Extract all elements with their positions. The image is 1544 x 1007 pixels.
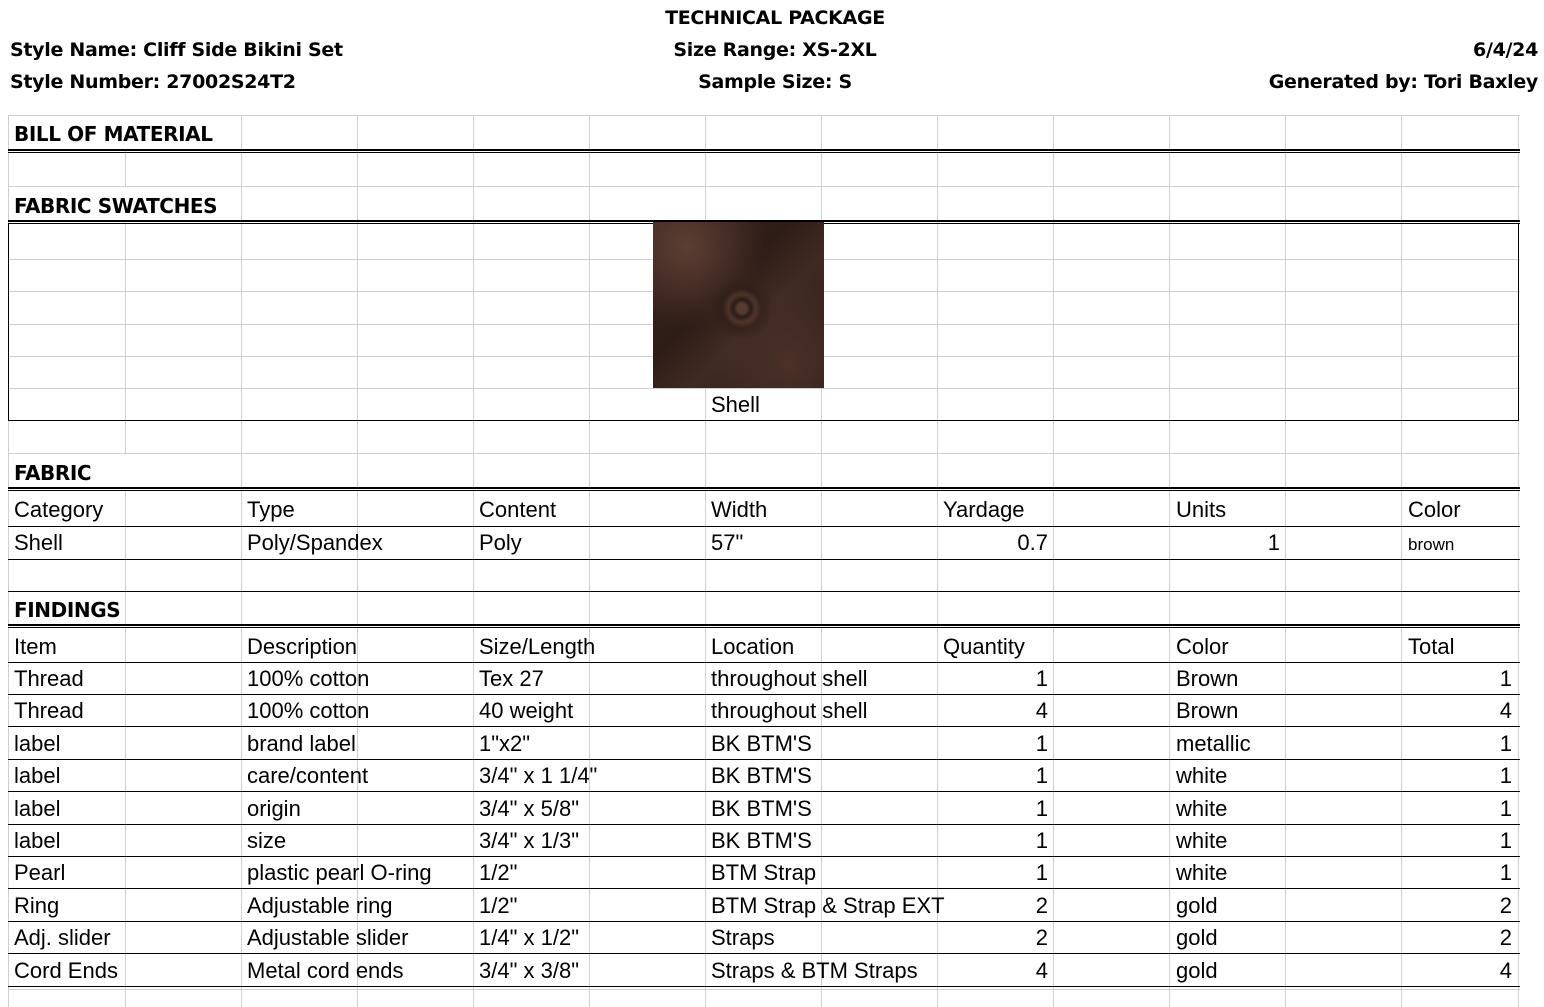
findings-cell-color: white <box>1176 828 1228 853</box>
findings-cell-total: 1 <box>1499 666 1512 691</box>
row-border <box>8 791 1520 792</box>
findings-cell-total: 4 <box>1499 957 1512 983</box>
findings-cell-location: Straps <box>711 925 775 951</box>
fabric-header-color: Color <box>1408 497 1461 522</box>
findings-cell-description: 100% cotton <box>247 698 370 724</box>
findings-cell-description: plastic pearl O-ring <box>247 860 432 886</box>
findings-cell-color: white <box>1176 795 1228 821</box>
findings-cell-location: throughout shell <box>711 698 868 724</box>
findings-cell-total: 1 <box>1499 730 1512 756</box>
grid-line <box>8 989 1520 990</box>
findings-cell-size-length: Tex 27 <box>479 666 544 691</box>
row-border <box>8 856 1520 857</box>
findings-cell-color: white <box>1176 763 1228 789</box>
sample-size: Sample Size: S <box>698 71 852 93</box>
findings-cell-item: Thread <box>14 698 84 724</box>
row-border <box>8 662 1520 663</box>
findings-cell-quantity: 4 <box>1035 957 1048 983</box>
findings-cell-item: label <box>14 795 61 821</box>
section-fabric: FABRIC <box>14 461 92 485</box>
fabric-cell-category: Shell <box>14 530 63 555</box>
fabric-header-category: Category <box>14 497 104 522</box>
findings-header-color: Color <box>1176 634 1229 659</box>
row-border <box>8 824 1520 825</box>
findings-cell-quantity: 1 <box>1035 730 1048 756</box>
section-divider <box>8 487 1520 491</box>
row-border <box>8 953 1520 954</box>
findings-cell-quantity: 2 <box>1035 892 1048 918</box>
findings-cell-location: BTM Strap & Strap EXT <box>711 892 945 918</box>
findings-cell-total: 2 <box>1499 892 1512 918</box>
findings-cell-color: Brown <box>1176 666 1239 691</box>
row-border <box>8 694 1520 695</box>
row-border <box>8 726 1520 727</box>
findings-cell-total: 1 <box>1499 828 1512 853</box>
fabric-header-width: Width <box>711 497 768 522</box>
findings-cell-item: label <box>14 730 61 756</box>
findings-cell-description: brand label <box>247 730 356 756</box>
grid-line <box>8 453 1520 454</box>
findings-cell-description: Metal cord ends <box>247 957 404 983</box>
findings-cell-quantity: 1 <box>1035 828 1048 853</box>
findings-header-description: Description <box>247 634 358 659</box>
findings-cell-location: BK BTM'S <box>711 828 812 853</box>
findings-cell-location: Straps & BTM Straps <box>711 957 918 983</box>
findings-cell-color: metallic <box>1176 730 1251 756</box>
swatch-label: Shell <box>711 392 760 417</box>
findings-cell-quantity: 1 <box>1035 795 1048 821</box>
row-border <box>8 921 1520 922</box>
findings-header-size-length: Size/Length <box>479 634 596 659</box>
findings-cell-color: white <box>1176 860 1228 886</box>
fabric-cell-content: Poly <box>479 530 522 555</box>
style-number: Style Number: 27002S24T2 <box>10 71 296 93</box>
findings-cell-item: Cord Ends <box>14 957 118 983</box>
findings-cell-description: size <box>247 828 287 853</box>
findings-cell-color: gold <box>1176 957 1218 983</box>
section-fabric-swatches: FABRIC SWATCHES <box>14 194 218 218</box>
findings-cell-size-length: 1/2" <box>479 860 518 886</box>
findings-cell-color: Brown <box>1176 698 1239 724</box>
findings-cell-size-length: 3/4" x 1 1/4" <box>479 763 598 789</box>
fabric-header-units: Units <box>1176 497 1227 522</box>
findings-cell-total: 4 <box>1499 698 1512 724</box>
findings-cell-total: 1 <box>1499 763 1512 789</box>
findings-cell-description: origin <box>247 795 301 821</box>
findings-cell-location: BTM Strap <box>711 860 817 886</box>
findings-cell-quantity: 1 <box>1035 860 1048 886</box>
findings-cell-total: 1 <box>1499 860 1512 886</box>
row-border <box>8 526 1520 527</box>
style-name: Style Name: Cliff Side Bikini Set <box>10 39 343 61</box>
findings-cell-location: BK BTM'S <box>711 730 812 756</box>
findings-header-quantity: Quantity <box>943 634 1025 659</box>
fabric-cell-units: 1 <box>1267 530 1280 555</box>
fabric-cell-yardage: 0.7 <box>1017 530 1048 555</box>
fabric-cell-color: brown <box>1408 535 1455 554</box>
generated-by: Generated by: Tori Baxley <box>1268 71 1538 93</box>
findings-header-location: Location <box>711 634 795 659</box>
fabric-swatch-image <box>653 222 824 388</box>
findings-cell-size-length: 1/4" x 1/2" <box>479 925 580 951</box>
section-divider <box>8 624 1520 628</box>
findings-cell-color: gold <box>1176 925 1218 951</box>
date: 6/4/24 <box>1473 39 1538 61</box>
findings-header-item: Item <box>14 634 57 659</box>
findings-cell-quantity: 4 <box>1035 698 1048 724</box>
section-bill-of-material: BILL OF MATERIAL <box>14 122 213 146</box>
size-range: Size Range: XS-2XL <box>673 39 877 61</box>
findings-cell-item: label <box>14 828 61 853</box>
findings-cell-description: Adjustable ring <box>247 892 393 918</box>
findings-cell-description: 100% cotton <box>247 666 370 691</box>
findings-cell-total: 2 <box>1499 925 1512 951</box>
findings-cell-item: label <box>14 763 61 789</box>
row-border <box>8 986 1520 987</box>
findings-cell-description: care/content <box>247 763 369 789</box>
fabric-cell-width: 57" <box>711 530 744 555</box>
section-findings: FINDINGS <box>14 598 121 622</box>
findings-cell-size-length: 1/2" <box>479 892 518 918</box>
findings-cell-size-length: 3/4" x 5/8" <box>479 795 580 821</box>
findings-header-total: Total <box>1408 634 1455 659</box>
fabric-header-type: Type <box>247 497 295 522</box>
findings-cell-quantity: 1 <box>1035 763 1048 789</box>
findings-cell-quantity: 1 <box>1035 666 1048 691</box>
fabric-cell-type: Poly/Spandex <box>247 530 383 555</box>
findings-cell-item: Thread <box>14 666 84 691</box>
findings-cell-quantity: 2 <box>1035 925 1048 951</box>
row-border <box>8 759 1520 760</box>
fabric-header-content: Content <box>479 497 557 522</box>
fabric-header-yardage: Yardage <box>943 497 1025 522</box>
row-border <box>8 888 1520 889</box>
findings-cell-size-length: 40 weight <box>479 698 574 724</box>
row-border <box>8 559 1520 560</box>
findings-cell-location: throughout shell <box>711 666 868 691</box>
findings-cell-item: Adj. slider <box>14 925 111 951</box>
findings-cell-size-length: 3/4" x 1/3" <box>479 828 580 853</box>
document-title: TECHNICAL PACKAGE <box>665 7 885 29</box>
findings-cell-location: BK BTM'S <box>711 795 812 821</box>
findings-cell-item: Ring <box>14 892 60 918</box>
findings-cell-description: Adjustable slider <box>247 925 409 951</box>
findings-cell-location: BK BTM'S <box>711 763 812 789</box>
findings-cell-color: gold <box>1176 892 1218 918</box>
section-divider <box>8 149 1520 153</box>
row-border <box>8 591 1520 592</box>
findings-cell-size-length: 1"x2" <box>479 730 531 756</box>
findings-cell-item: Pearl <box>14 860 66 886</box>
findings-cell-total: 1 <box>1499 795 1512 821</box>
findings-cell-size-length: 3/4" x 3/8" <box>479 957 580 983</box>
